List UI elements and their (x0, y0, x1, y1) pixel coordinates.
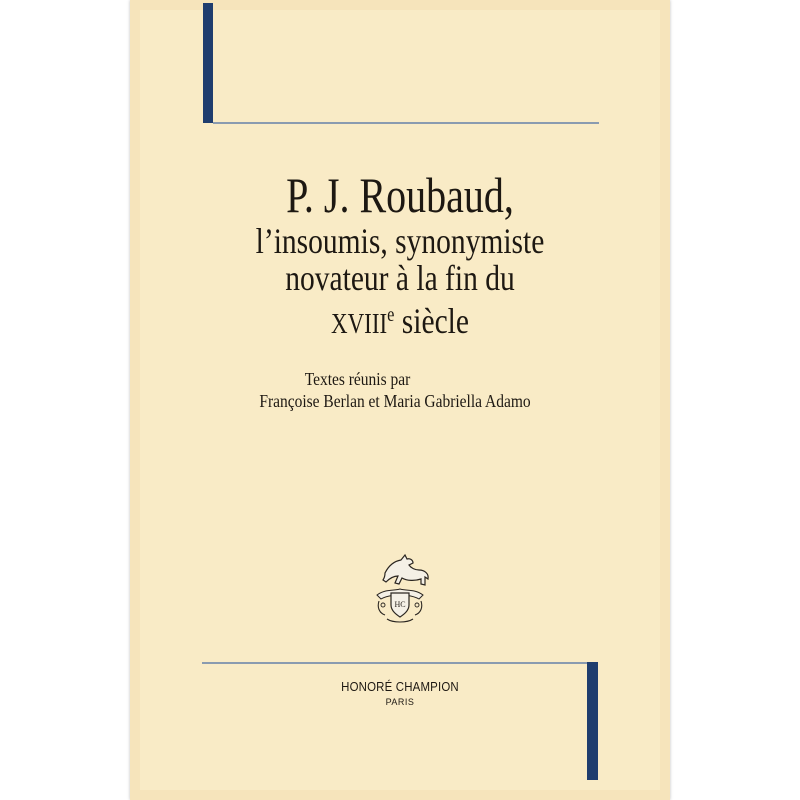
book-title: P. J. Roubaud, (286, 167, 514, 223)
logo-monogram: HC (394, 600, 406, 609)
editors-names: Françoise Berlan et Maria Gabriella Adamo (259, 391, 531, 411)
horse-emblem-icon (355, 543, 445, 633)
publisher-name: HONORÉ CHAMPION (341, 679, 459, 694)
editors-block (130, 368, 670, 412)
century-roman: XVIII (331, 309, 388, 340)
subtitle-line-1: l’insoumis, synonymiste (255, 221, 545, 261)
publisher-city: PARIS (385, 697, 415, 707)
top-accent-bar (203, 3, 213, 123)
subtitle-line-3 (179, 297, 622, 343)
book-cover (130, 0, 670, 800)
century-word: siècle (401, 301, 469, 341)
publisher-block (130, 679, 670, 709)
title-block (130, 167, 670, 343)
editors-label: Textes réunis par (304, 369, 411, 389)
subtitle-line-2: novateur à la fin du (285, 258, 515, 298)
top-rule (213, 122, 599, 124)
bottom-rule (202, 662, 588, 664)
century-superscript: e (387, 304, 395, 326)
